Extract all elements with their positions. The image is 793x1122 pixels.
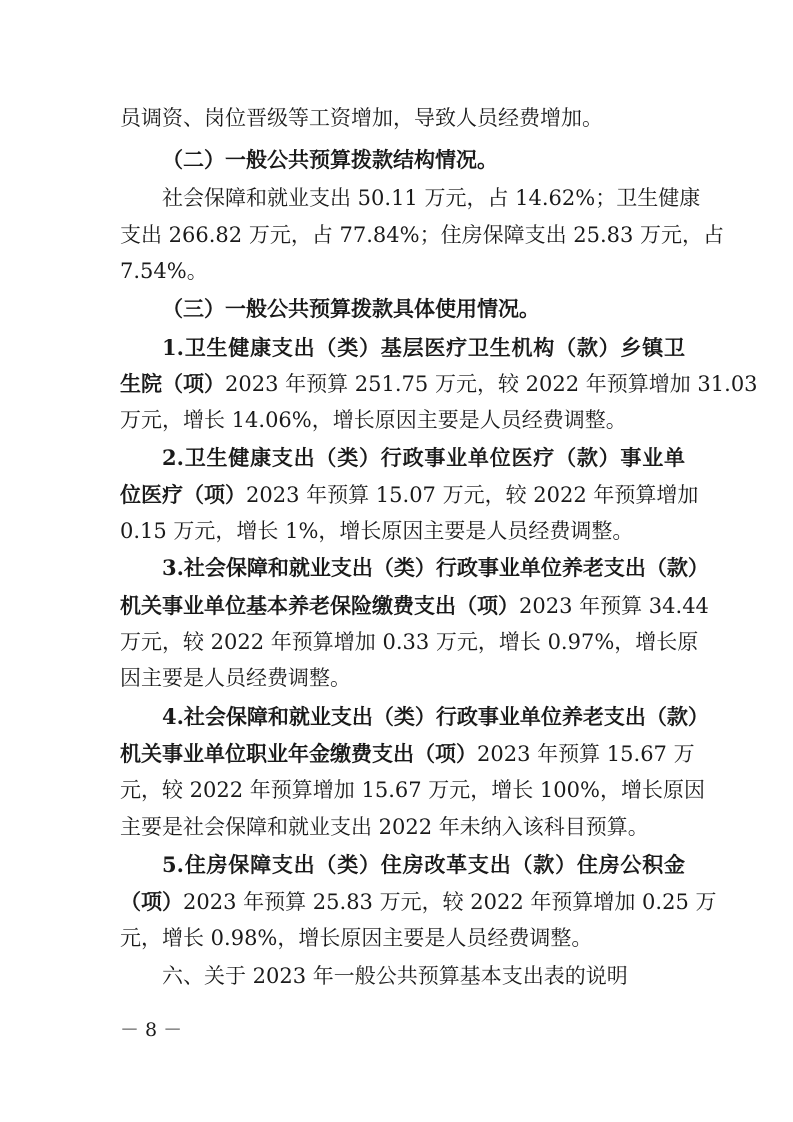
paragraph-line: 因主要是人员经费调整。 <box>120 666 351 690</box>
paragraph-line <box>120 887 717 917</box>
paragraph-line: 万元，较 2022 年预算增加 0.33 万元，增长 0.97%，增长原 <box>120 630 699 654</box>
item-text: 2023 年预算 15.07 万元，较 2022 年预算增加 <box>246 483 699 507</box>
section-heading: （二）一般公共预算拨款结构情况。 <box>162 147 498 172</box>
item-text: 2023 年预算 25.83 万元，较 2022 年预算增加 0.25 万 <box>183 890 717 914</box>
item-heading: 4.社会保障和就业支出（类）行政事业单位养老支出（款） <box>162 704 709 729</box>
item-heading: 2.卫生健康支出（类）行政事业单位医疗（款）事业单 <box>162 445 685 470</box>
item-heading: 3.社会保障和就业支出（类）行政事业单位养老支出（款） <box>162 555 709 580</box>
paragraph-line <box>120 591 709 621</box>
paragraph-line: 支出 266.82 万元，占 77.84%；住房保障支出 25.83 万元，占 <box>120 223 725 247</box>
page-number: － 8 － <box>120 1019 183 1041</box>
item-heading-continued: （项） <box>120 889 183 914</box>
paragraph-line: 元，增长 0.98%，增长原因主要是人员经费调整。 <box>120 926 593 950</box>
item-heading-continued: 位医疗（项） <box>120 482 246 507</box>
item-heading-continued: 机关事业单位职业年金缴费支出（项） <box>120 741 477 766</box>
paragraph-line: 员调资、岗位晋级等工资增加，导致人员经费增加。 <box>120 106 603 130</box>
section-heading: （三）一般公共预算拨款具体使用情况。 <box>162 296 540 321</box>
paragraph-line <box>120 480 699 510</box>
item-heading-continued: 机关事业单位基本养老保险缴费支出（项） <box>120 593 519 618</box>
paragraph-line: 元，较 2022 年预算增加 15.67 万元，增长 100%，增长原因 <box>120 778 705 802</box>
item-heading: 5.住房保障支出（类）住房改革支出（款）住房公积金 <box>162 852 685 877</box>
item-heading: 1.卫生健康支出（类）基层医疗卫生机构（款）乡镇卫 <box>162 335 685 360</box>
item-heading-continued: 生院（项） <box>120 371 225 396</box>
paragraph-line <box>120 739 695 769</box>
item-text: 2023 年预算 251.75 万元，较 2022 年预算增加 31.03 <box>225 372 758 396</box>
paragraph-line: 万元，增长 14.06%，增长原因主要是人员经费调整。 <box>120 408 627 432</box>
item-text: 2023 年预算 15.67 万 <box>477 742 695 766</box>
paragraph-line: 7.54%。 <box>120 259 208 283</box>
paragraph-line: 社会保障和就业支出 50.11 万元，占 14.62%；卫生健康 <box>162 186 701 210</box>
item-text: 2023 年预算 34.44 <box>519 594 709 618</box>
paragraph-line: 0.15 万元，增长 1%，增长原因主要是人员经费调整。 <box>120 519 634 543</box>
paragraph-line <box>120 369 758 399</box>
section-heading: 六、关于 2023 年一般公共预算基本支出表的说明 <box>162 964 628 988</box>
paragraph-line: 主要是社会保障和就业支出 2022 年未纳入该科目预算。 <box>120 815 649 839</box>
